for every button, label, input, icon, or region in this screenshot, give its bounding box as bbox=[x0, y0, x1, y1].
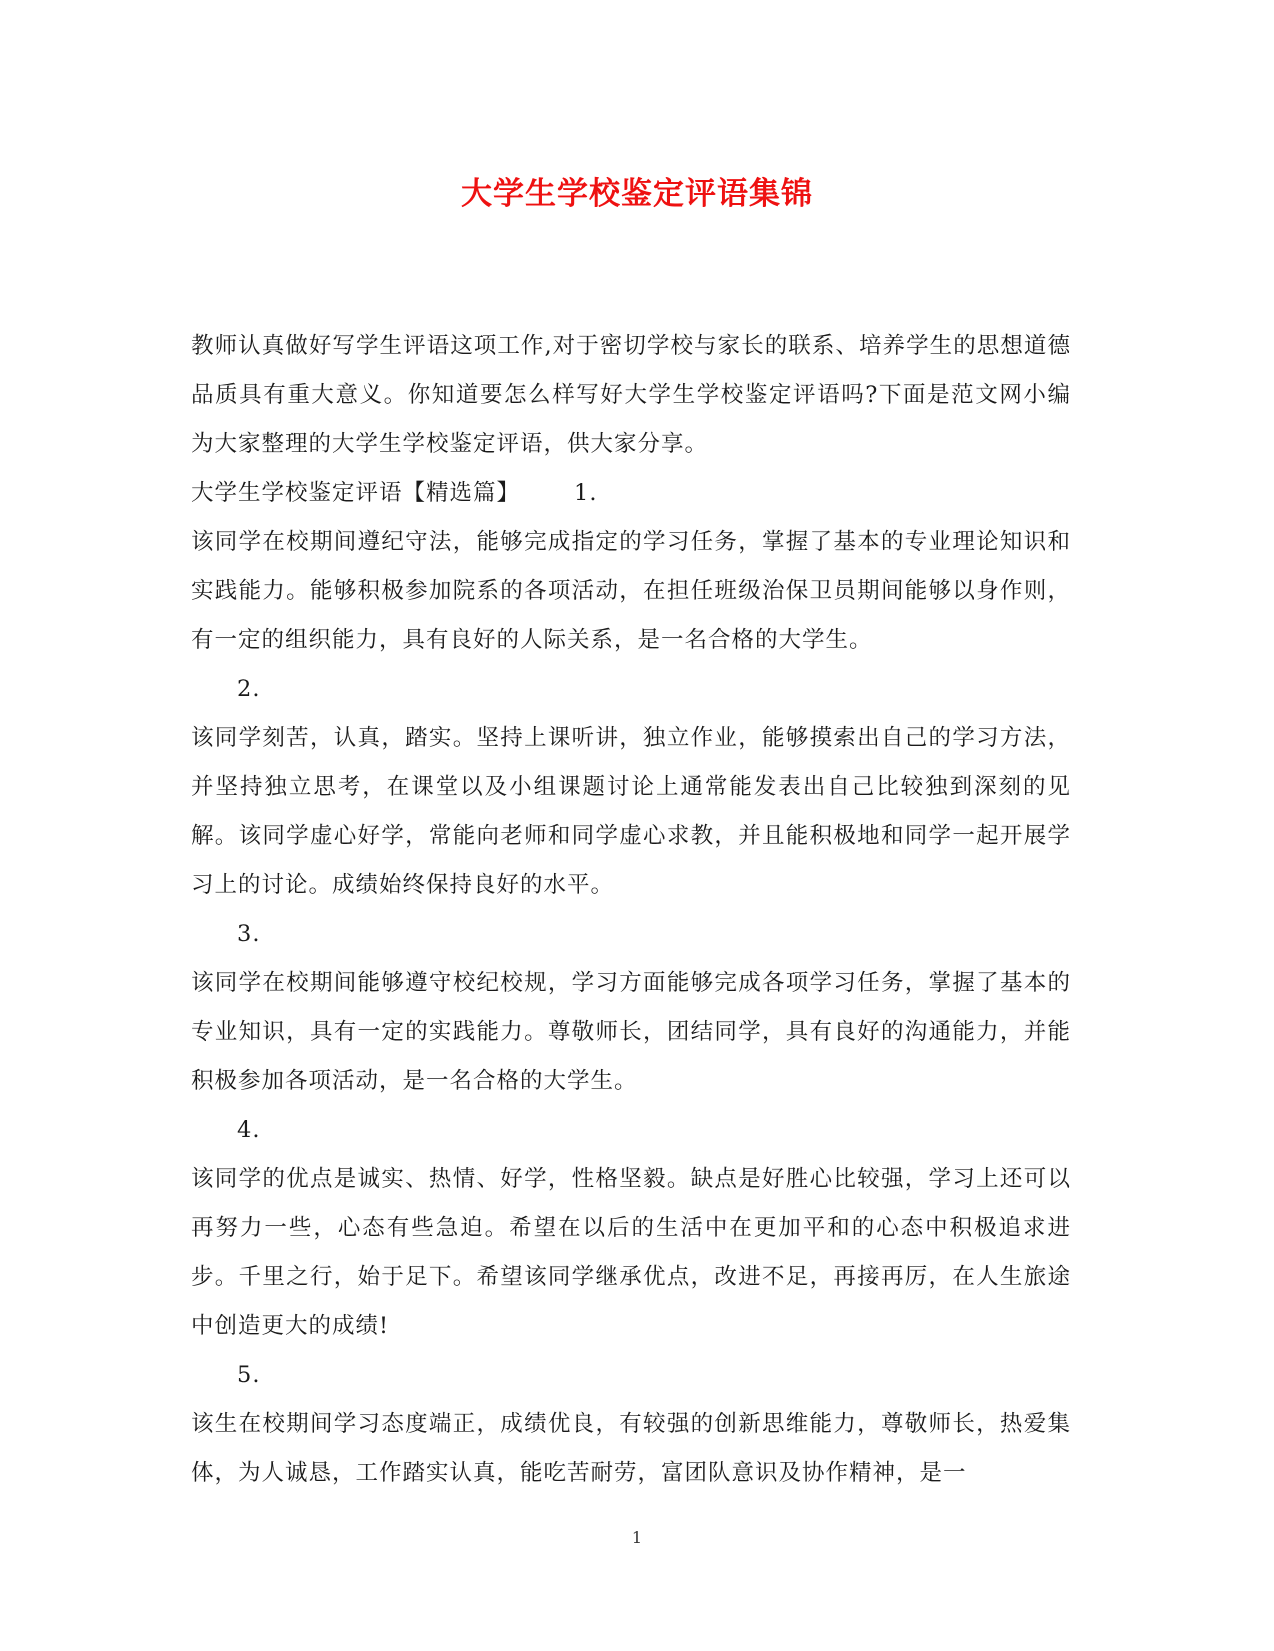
section-heading: 大学生学校鉴定评语【精选篇】 bbox=[191, 480, 521, 506]
item-text-1: 该同学在校期间遵纪守法，能够完成指定的学习任务，掌握了基本的专业理论知识和实践能力。能够积极参加院系的各项活动，在担任班级治保卫员期间能够以身作则，有一定的组织能力，具有良好的人际关系，是一名合格的大学生。 bbox=[191, 529, 1071, 653]
item-number-5: 5. bbox=[237, 1362, 261, 1388]
item-text-4: 该同学的优点是诚实、热情、好学，性格坚毅。缺点是好胜心比较强，学习上还可以再努力一些，心态有些急迫。希望在以后的生活中在更加平和的心态中积极追求进步。千里之行，始于足下。希望该同学继承优点，改进不足，再接再厉，在人生旅途中创造更大的成绩! bbox=[191, 1166, 1071, 1339]
section-heading-line bbox=[191, 469, 1071, 518]
intro-paragraph: 教师认真做好写学生评语这项工作,对于密切学校与家长的联系、培养学生的思想道德品质具有重大意义。你知道要怎么样写好大学生学校鉴定评语吗?下面是范文网小编为大家整理的大学生学校鉴定评语，供大家分享。 bbox=[191, 333, 1071, 457]
item-text-3: 该同学在校期间能够遵守校纪校规，学习方面能够完成各项学习任务，掌握了基本的专业知识，具有一定的实践能力。尊敬师长，团结同学，具有良好的沟通能力，并能积极参加各项活动，是一名合格的大学生。 bbox=[191, 970, 1071, 1094]
item-text-5: 该生在校期间学习态度端正，成绩优良，有较强的创新思维能力，尊敬师长，热爱集体，为人诚恳，工作踏实认真，能吃苦耐劳，富团队意识及协作精神，是一 bbox=[191, 1411, 1071, 1486]
item-number-3: 3. bbox=[237, 921, 261, 947]
item-number-1: 1. bbox=[574, 480, 598, 506]
page-number: 1 bbox=[631, 1528, 643, 1547]
document-title: 大学生学校鉴定评语集锦 bbox=[461, 176, 813, 212]
item-number-4: 4. bbox=[237, 1117, 261, 1143]
item-text-2: 该同学刻苦，认真，踏实。坚持上课听讲，独立作业，能够摸索出自己的学习方法，并坚持独立思考，在课堂以及小组课题讨论上通常能发表出自己比较独到深刻的见解。该同学虚心好学，常能向老师和同学虚心求教，并且能积极地和同学一起开展学习上的讨论。成绩始终保持良好的水平。 bbox=[191, 725, 1071, 898]
document-body bbox=[191, 322, 1071, 1498]
item-number-2: 2. bbox=[237, 676, 261, 702]
